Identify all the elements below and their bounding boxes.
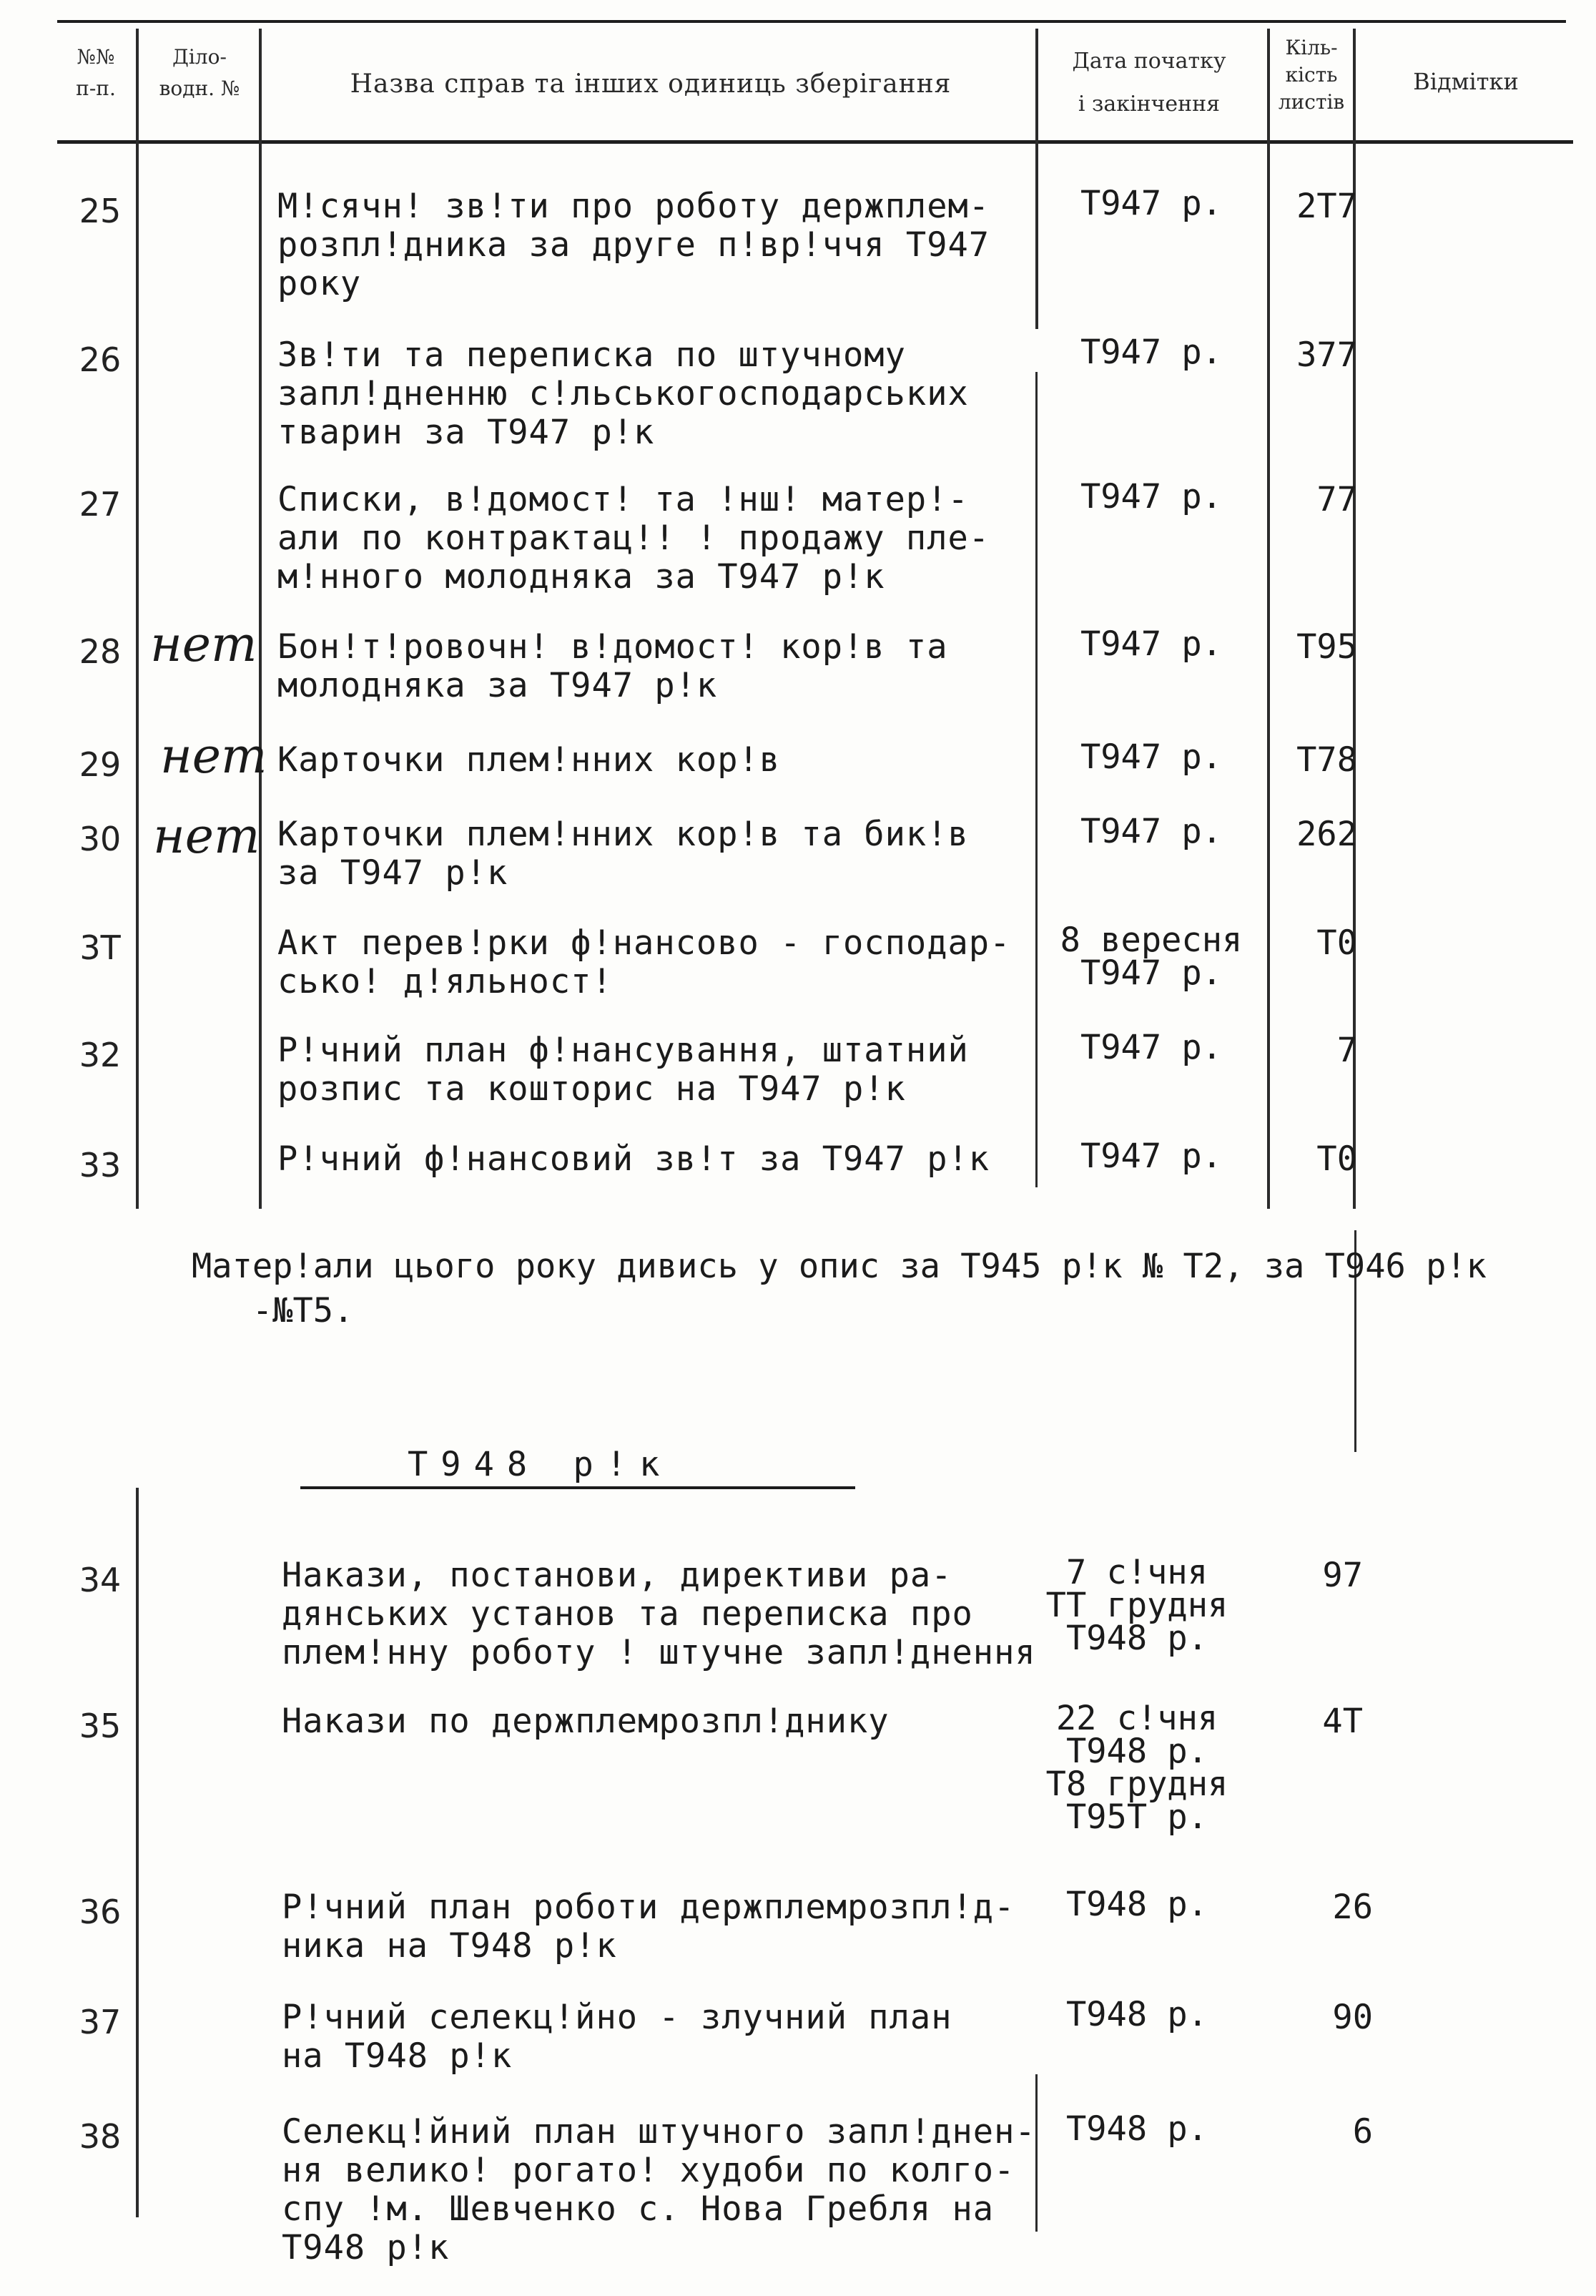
row-sheets: Т95 — [1296, 627, 1357, 667]
row-title: Р!чний план роботи держплемрозпл!д- ника на Т948 р!к — [282, 1888, 1015, 1966]
row-title: Р!чний селекц!йно - злучний план на Т948 р!к — [282, 1998, 952, 2076]
header-col-title: Назва справ та інших одиниць зберігання — [350, 69, 952, 99]
header-col-remarks: Відмітки — [1413, 68, 1519, 95]
row-sheets: Т78 — [1296, 740, 1357, 780]
row-title: Накази по держплемрозпл!днику — [282, 1702, 890, 1741]
row-number: 32 — [79, 1036, 122, 1074]
row-number: 29 — [79, 745, 122, 784]
row-sheets: 90 — [1332, 1998, 1373, 2037]
row-title: Селекц!йний план штучного запл!днен- ня велико! рогато! худоби по колго- спу !м. Шевченко с. Нова Гребля на Т948 р!к — [282, 2112, 1036, 2267]
row-title: Карточки плем!нних кор!в — [277, 740, 781, 780]
row-number: 33 — [79, 1146, 122, 1184]
row-date: 8 вересня Т947 р. — [1060, 921, 1243, 993]
handwritten-note: нет — [150, 617, 257, 673]
row-number: 35 — [79, 1707, 122, 1745]
row-sheets: 97 — [1322, 1556, 1363, 1595]
row-number: 34 — [79, 1561, 122, 1599]
row-number: 38 — [79, 2117, 122, 2156]
row-date: Т948 р. — [1065, 1885, 1208, 1924]
column-line — [136, 1488, 139, 2217]
row-sheets: 7 — [1336, 1031, 1357, 1070]
row-date: Т947 р. — [1080, 624, 1223, 664]
row-title: Списки, в!домост! та !нш! матер!- али по контрактац!! ! продажу пле- м!нного молодняка за Т947 р!к — [277, 480, 990, 597]
header-col-office: Діло- водн. № — [159, 45, 240, 100]
row-date: Т947 р. — [1080, 737, 1223, 777]
row-date: Т947 р. — [1080, 184, 1223, 223]
row-number: 30 — [79, 820, 122, 858]
row-number: 26 — [79, 340, 122, 379]
row-title: Накази, постанови, директиви ра- дянських установ та переписка про плем!нну роботу ! штучне запл!днення — [282, 1556, 1036, 1672]
row-date: 7 с!чня ТТ грудня Т948 р. — [1045, 1553, 1228, 1658]
row-sheets: 4Т — [1322, 1702, 1363, 1741]
row-sheets: 26 — [1332, 1888, 1373, 1927]
row-date: Т947 р. — [1080, 477, 1223, 516]
row-sheets: 6 — [1352, 2112, 1373, 2152]
row-date: Т948 р. — [1065, 2109, 1208, 2149]
year-heading: Т948 р!к — [408, 1445, 673, 1484]
row-title: Зв!ти та переписка по штучному запл!дненню с!льськогосподарських тварин за Т947 р!к — [277, 335, 969, 452]
row-date: Т947 р. — [1080, 1028, 1223, 1067]
row-date: Т947 р. — [1080, 1137, 1223, 1176]
handwritten-note: нет — [160, 728, 267, 785]
row-title: Бон!т!ровочн! в!домост! кор!в та молодняка за Т947 р!к — [277, 627, 948, 705]
row-sheets: Т0 — [1316, 923, 1357, 963]
row-number: 36 — [79, 1893, 122, 1931]
handwritten-note: нет — [153, 808, 260, 865]
header-col-no: №№ п-п. — [76, 45, 116, 100]
row-date: Т947 р. — [1080, 812, 1223, 851]
row-title: М!сячн! зв!ти про роботу держплем- розпл!дника за друге п!вр!ччя Т947 року — [277, 187, 990, 303]
header-rule — [57, 140, 1573, 144]
header-col-date: Дата початку і закінчення — [1072, 49, 1226, 117]
row-sheets: 377 — [1296, 335, 1357, 375]
row-number: 28 — [79, 632, 122, 671]
column-line — [136, 29, 139, 1209]
column-line — [1035, 29, 1038, 329]
column-line — [259, 29, 262, 1209]
row-sheets: 77 — [1316, 480, 1357, 519]
row-number: 37 — [79, 2003, 122, 2041]
row-title: Карточки плем!нних кор!в та бик!в за Т947 р!к — [277, 815, 969, 893]
row-number: 3Т — [79, 928, 121, 967]
year-heading-underline — [300, 1486, 855, 1489]
row-date: 22 с!чня Т948 р. Т8 грудня Т95Т р. — [1045, 1699, 1228, 1837]
row-title: Р!чний план ф!нансування, штатний розпис та кошторис на Т947 р!к — [277, 1031, 969, 1109]
row-sheets: Т0 — [1316, 1139, 1357, 1179]
row-title: Р!чний ф!нансовий зв!т за Т947 р!к — [277, 1139, 990, 1179]
row-date: Т947 р. — [1080, 333, 1223, 372]
row-number: 25 — [79, 192, 122, 230]
row-sheets: 262 — [1296, 815, 1357, 854]
column-line — [1035, 372, 1038, 1187]
top-rule — [57, 20, 1566, 23]
row-title: Акт перев!рки ф!нансово - господар- сько! д!яльност! — [277, 923, 1011, 1001]
row-date: Т948 р. — [1065, 1995, 1208, 2034]
header-col-sheets: Кіль- кість листів — [1278, 36, 1345, 114]
row-number: 27 — [79, 485, 122, 524]
row-sheets: 2Т7 — [1296, 187, 1357, 226]
cross-reference-note: Матер!али цього року дивись у опис за Т945 р!к № Т2, за Т946 р!к -№Т5. — [192, 1247, 1487, 1330]
